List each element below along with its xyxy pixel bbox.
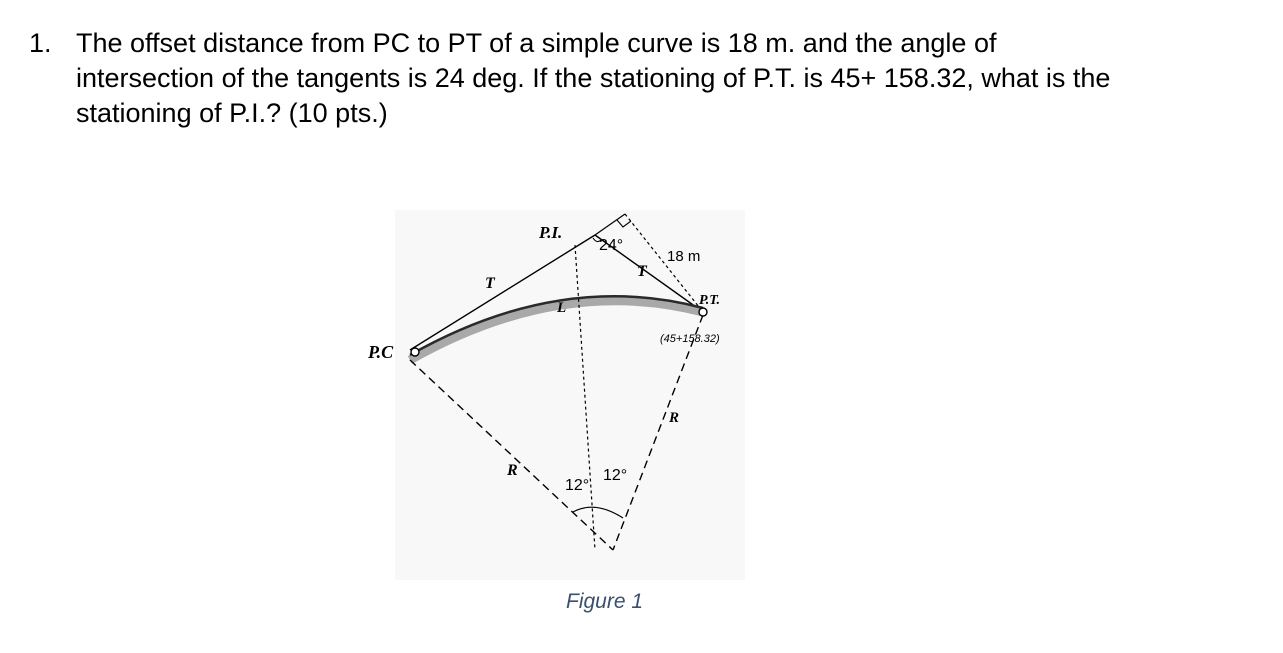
label-r-right: R [669,410,680,426]
label-r-left: R [507,462,518,479]
label-pi: P.I. [539,223,563,242]
label-t-left: T [485,275,495,292]
figure-caption: Figure 1 [566,590,644,613]
question-number: 1. [29,28,52,58]
scan-background [395,210,745,580]
label-angle-right: 12° [603,467,628,484]
pc-point-marker [411,348,419,356]
label-angle-pi: 24° [599,237,624,254]
question-line-1: The offset distance from PC to PT of a simple curve is 18 m. and the angle of [76,28,997,58]
label-t-right: T [637,263,647,280]
simple-curve-figure [355,200,775,585]
question-line-3: stationing of P.I.? (10 pts.) [76,98,388,128]
label-pt: P.T. [699,293,721,308]
pt-point-marker [699,308,707,316]
label-l: L [557,300,567,316]
label-angle-left: 12° [565,477,590,494]
question-text [76,26,1226,131]
simple-curve-diagram [355,200,775,585]
label-pc: P.C [368,342,394,362]
label-offset: 18 m [667,248,701,265]
question-line-2: intersection of the tangents is 24 deg. If the stationing of P.T. is 45+ 158.32, what is the [76,63,1111,93]
label-pt-station: (45+158.32) [660,333,720,345]
